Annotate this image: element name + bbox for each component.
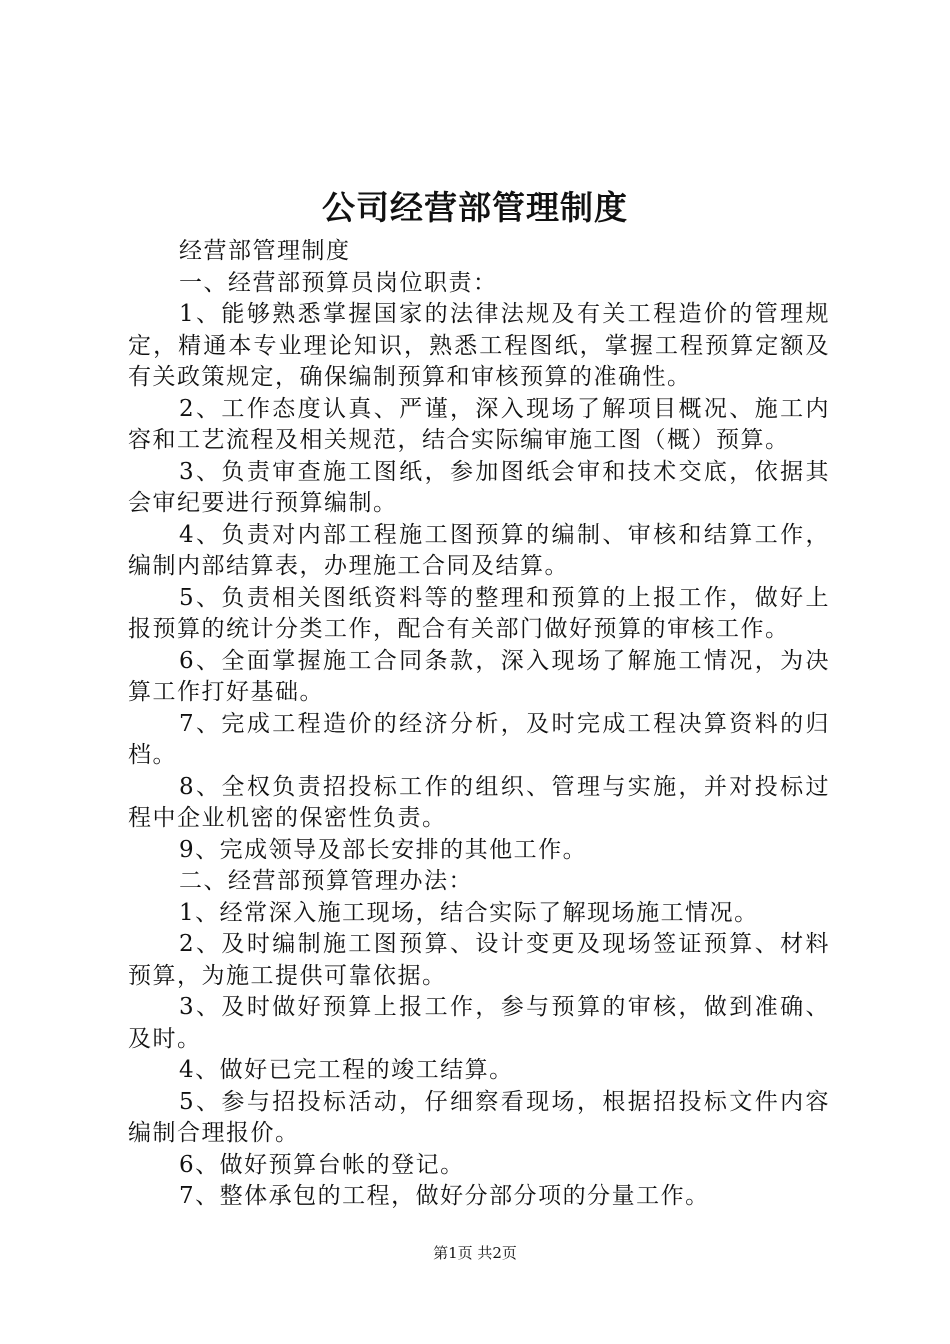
page-footer: 第1页 共2页	[433, 1244, 517, 1262]
list-item: 1、经常深入施工现场，结合实际了解现场施工情况。	[179, 899, 759, 926]
section-heading-1: 一、经营部预算员岗位职责：	[179, 269, 498, 296]
list-item: 1、能够熟悉掌握国家的法律法规及有关工程造价的管理规定，精通本专业理论知识，熟悉工程图纸，掌握工程预算定额及有关政策规定，确保编制预算和审核预算的准确性。	[128, 301, 830, 390]
list-item: 6、做好预算台帐的登记。	[179, 1151, 465, 1178]
list-item: 3、负责审查施工图纸，参加图纸会审和技术交底，依据其会审纪要进行预算编制。	[128, 458, 830, 516]
paragraph-heading: 经营部管理制度	[179, 238, 351, 264]
list-item: 8、全权负责招投标工作的组织、管理与实施，并对投标过程中企业机密的保密性负责。	[128, 773, 830, 831]
list-item: 4、做好已完工程的竣工结算。	[179, 1057, 514, 1083]
document-title: 公司经营部管理制度	[322, 188, 628, 227]
list-item: 2、及时编制施工图预算、设计变更及现场签证预算、材料预算，为施工提供可靠依据。	[128, 931, 830, 989]
list-item: 3、及时做好预算上报工作，参与预算的审核，做到准确、及时。	[128, 994, 830, 1052]
document-body	[128, 236, 830, 1213]
section-heading-2: 二、经营部预算管理办法：	[179, 868, 473, 894]
list-item: 5、负责相关图纸资料等的整理和预算的上报工作，做好上报预算的统计分类工作，配合有关部门做好预算的审核工作。	[128, 584, 830, 642]
list-item: 6、全面掌握施工合同条款，深入现场了解施工情况，为决算工作打好基础。	[128, 647, 830, 705]
list-item: 7、完成工程造价的经济分析，及时完成工程决算资料的归档。	[128, 710, 830, 768]
list-item: 7、整体承包的工程，做好分部分项的分量工作。	[179, 1183, 710, 1209]
list-item: 2、工作态度认真、严谨，深入现场了解项目概况、施工内容和工艺流程及相关规范，结合实际编审施工图（概）预算。	[128, 395, 830, 453]
list-item: 9、完成领导及部长安排的其他工作。	[179, 836, 588, 863]
list-item: 5、参与招投标活动，仔细察看现场，根据招投标文件内容编制合理报价。	[128, 1088, 830, 1146]
list-item: 4、负责对内部工程施工图预算的编制、审核和结算工作，编制内部结算表，办理施工合同及结算。	[128, 521, 830, 579]
